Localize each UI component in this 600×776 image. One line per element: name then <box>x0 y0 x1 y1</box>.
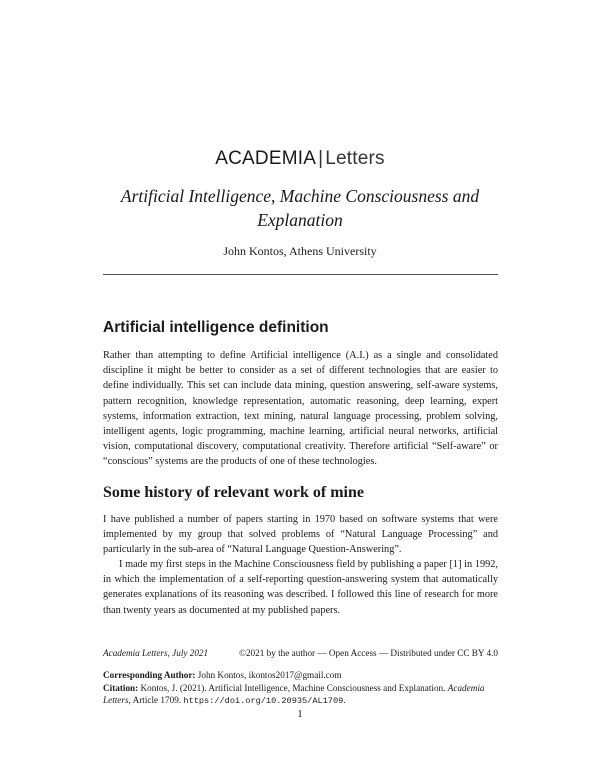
footer-line <box>103 648 498 658</box>
citation-journal: Academia Letters <box>103 682 485 706</box>
citation-line <box>103 682 498 708</box>
author-line: John Kontos, Athens University <box>223 244 377 258</box>
page-number: 1 <box>297 708 303 720</box>
corresponding-value: John Kontos, ikontos2017@gmail.com <box>197 670 342 680</box>
citation-label: Citation: <box>103 682 139 693</box>
section-heading-history: Some history of relevant work of mine <box>103 484 364 501</box>
section-heading-ai-definition: Artificial intelligence definition <box>103 319 329 336</box>
citation-doi-link[interactable]: https://doi.org/10.20935/AL1709 <box>183 696 344 707</box>
citation-end: . <box>343 695 346 706</box>
corresponding-author-line <box>103 669 498 682</box>
footer-license: ©2021 by the author — Open Access — Distributed under CC BY 4.0 <box>238 648 498 658</box>
citation-text: Kontos, J. (2021). Artificial Intelligence, Machine Consciousness and Explanation. <box>140 682 446 693</box>
paragraph-history-2: I made my first steps in the Machine Consciousness field by publishing a paper [1] in 1992, in which the implementation of a self-reporting question-answering system that automatically generates explanations of its reasoning was described. I followed this line of research for more than twenty years as documented at my published papers. <box>103 559 498 616</box>
corresponding-label: Corresponding Author: <box>103 670 196 680</box>
paragraph-ai-definition: Rather than attempting to define Artificial intelligence (A.I.) as a single and consolidated discipline it might be better to consider as a set of different technologies that are easier to define individually. This set can include data mining, question answering, self-aware systems, pattern recognition, knowledge representation, automatic reasoning, deep learning, expert systems, information extraction, text mining, natural language processing, problem solving, intelligent agents, logic programming, machine learning, artificial neural networks, artificial vision, computational discovery, computational creativity. Therefore artificial “Self-aware” or “conscious” systems are the products of one of these technologies. <box>103 350 498 468</box>
paragraph-history-1: I have published a number of papers starting in 1970 based on software systems that were implemented by my group that solved problems of “Natural Language Processing” and particularly in the sub-area of “Natural Language Question-Answering”. <box>103 514 498 556</box>
footer-journal-date: Academia Letters, July 2021 <box>103 648 209 658</box>
correspondence-block <box>103 669 498 708</box>
paper-title: Artificial Intelligence, Machine Consciousness and Explanation <box>120 186 480 230</box>
journal-section: Letters <box>325 148 385 169</box>
journal-masthead <box>0 148 600 170</box>
journal-brand: ACADEMIA <box>215 148 317 169</box>
citation-article: , Article 1709. <box>128 695 182 706</box>
masthead-separator: | <box>318 148 324 169</box>
header-divider <box>103 274 498 275</box>
